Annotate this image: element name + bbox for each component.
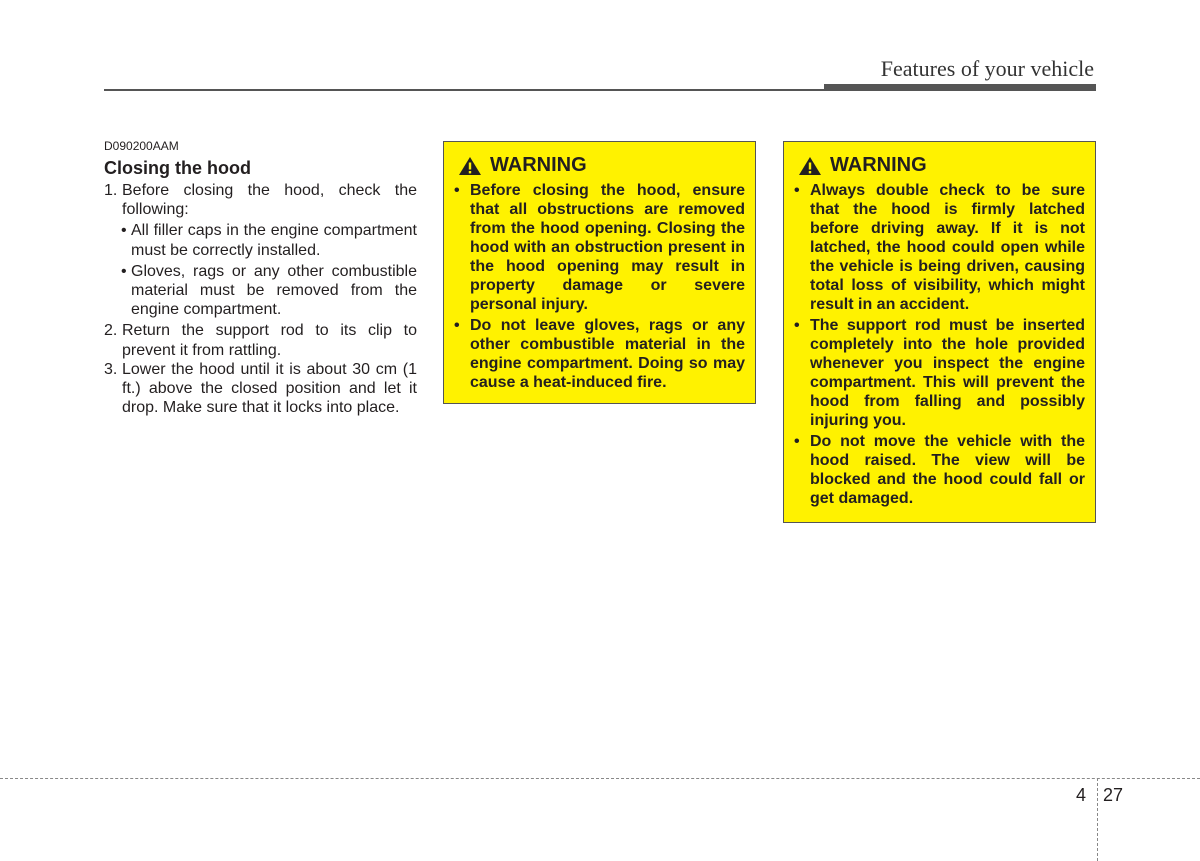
warning-item [454,316,745,392]
chapter-number: 4 [1076,785,1087,805]
step-number: 1. [104,182,118,199]
sub-list [104,221,417,319]
bullet-icon: • [454,182,460,199]
sub-item-text: All filler caps in the engine compartment must be correctly installed. [131,222,417,259]
bullet-icon: • [121,222,127,240]
page-header-title: Features of your vehicle [880,56,1094,81]
warning-box [443,141,756,404]
warning-item [794,432,1085,508]
step-text: Before closing the hood, check the following: [122,182,417,219]
bullet-icon: • [794,182,800,199]
warning-text: Always double check to be sure that the hood is firmly latched before driving away. If it is not latched, the hood could open while the vehicle is being driven, causing total loss of visibility, which might result in an accident. [810,182,1085,313]
header-rule-accent [824,84,1096,91]
warning-text: Do not leave gloves, rags or any other combustible material in the engine compartment. Doing so may cause a heat-induced fire. [470,317,745,391]
step-item [104,360,417,418]
step-text: Return the support rod to its clip to prevent it from rattling. [122,322,417,359]
warning-item [454,181,745,314]
sub-list-item [104,221,417,259]
bullet-icon: • [794,433,800,450]
warning-text: The support rod must be inserted completely into the hole provided whenever you inspect the engine compartment. This will prevent the hood from falling and possibly injuring you. [810,317,1085,429]
step-item [104,181,417,219]
warning-list [454,181,745,392]
section-code: D090200AAM [104,139,179,153]
warning-header [454,154,745,177]
warning-title: WARNING [830,154,927,176]
footer-divider [1097,778,1098,861]
warning-triangle-icon [798,156,822,176]
bullet-icon: • [794,317,800,334]
warning-header [794,154,1085,177]
sub-item-text: Gloves, rags or any other combustible material must be removed from the engine compartment. [131,262,417,319]
instructions-column [104,139,417,417]
sub-list-item [104,262,417,320]
page-number: 27 [1103,785,1124,805]
warning-text: Do not move the vehicle with the hood raised. The view will be blocked and the hood could fall or get damaged. [810,433,1085,507]
bullet-icon: • [454,317,460,334]
warning-list [794,181,1085,508]
step-item [104,321,417,359]
warning-text: Before closing the hood, ensure that all obstructions are removed from the hood opening. Closing the hood with an obstruction present in the hood opening may result in property damage or severe personal injury. [470,182,745,313]
steps-list [104,181,417,417]
header-rule [104,89,824,91]
bullet-icon: • [121,262,127,280]
step-text: Lower the hood until it is about 30 cm (1 ft.) above the closed position and let it drop. Make sure that it locks into place. [122,360,417,417]
warning-item [794,181,1085,314]
footer-rule [0,778,1200,779]
step-number: 2. [104,322,118,340]
warning-triangle-icon [458,156,482,176]
warning-box [783,141,1096,523]
warning-title: WARNING [490,154,587,176]
warning-item [794,316,1085,430]
section-title: Closing the hood [104,158,251,178]
step-number: 3. [104,360,118,378]
